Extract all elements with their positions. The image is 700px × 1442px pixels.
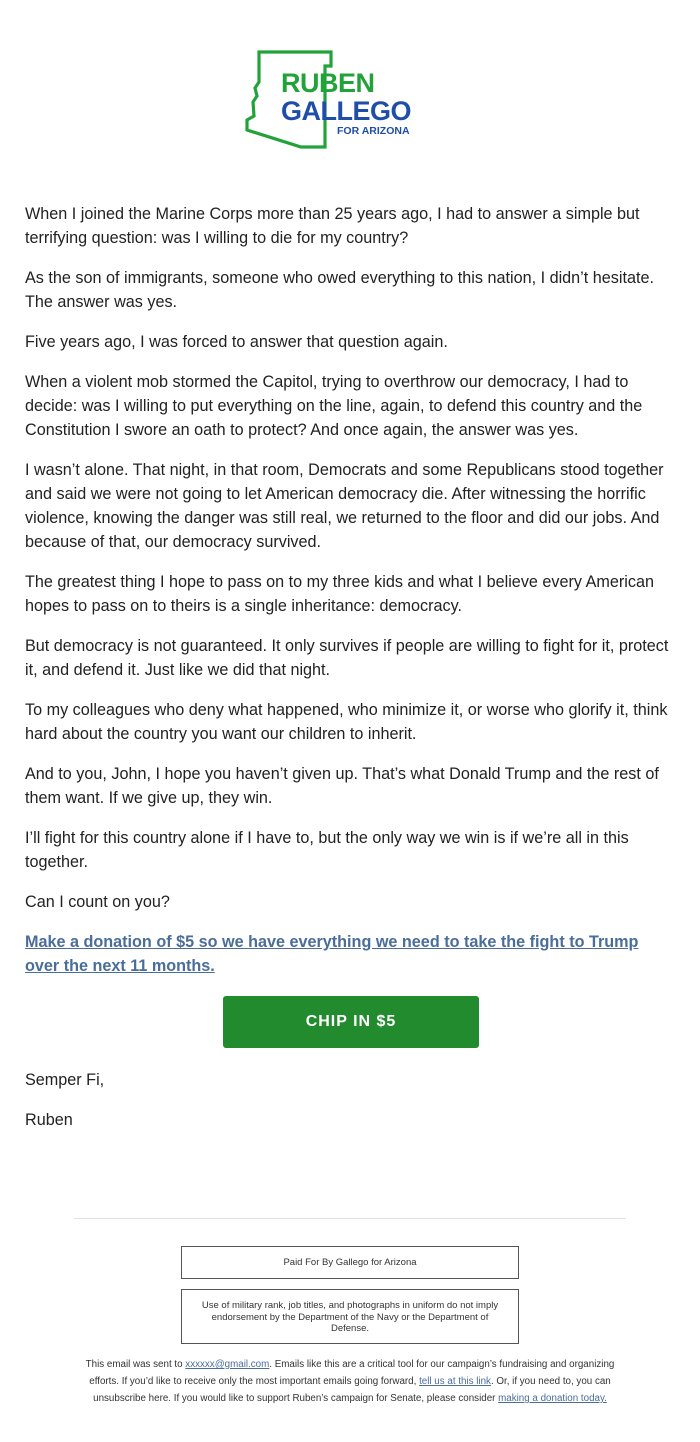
paragraph: But democracy is not guaranteed. It only survives if people are willing to fight for it, protect it, and defend it. Just like we did that night. (25, 637, 669, 679)
legal-text-1: This email was sent to (85, 1359, 186, 1370)
legal-text-3: . Or, if you need to, you can (490, 1376, 611, 1387)
paid-for-box: Paid For By Gallego for Arizona (181, 1246, 519, 1279)
email-body (25, 202, 677, 1148)
signature: Ruben (25, 1111, 73, 1129)
email-footer (0, 1218, 700, 1407)
paragraph: When a violent mob stormed the Capitol, trying to overthrow our democracy, I had to decide: was I willing to put everything on the line, again, to defend this country and the Constitution I swore an oath to protect? And once again, the answer was yes. (25, 373, 643, 439)
paragraph: I wasn’t alone. That night, in that room, Democrats and some Republicans stood together and said we were not going to let American democracy die. After witnessing the horrific violence, knowing the danger was still real, we returned to the floor and did our jobs. And because of that, our democracy survived. (25, 461, 664, 551)
paragraph: When I joined the Marine Corps more than 25 years ago, I had to answer a simple but terrifying question: was I willing to die for my country? (25, 205, 640, 247)
disclaimer-box: Use of military rank, job titles, and photographs in uniform do not imply endorsement by the Department of the Navy or the Department of Defense. (181, 1289, 519, 1344)
button-row (25, 996, 677, 1048)
logo-header (0, 0, 700, 160)
paragraph: Can I count on you? (25, 893, 170, 911)
signoff: Semper Fi, (25, 1071, 105, 1089)
footer-divider (74, 1218, 626, 1219)
paragraph: Five years ago, I was forced to answer that question again. (25, 333, 448, 351)
chip-in-button[interactable]: CHIP IN $5 (223, 996, 479, 1048)
legal-text-2: . Emails like this are a critical tool for our campaign’s fundraising and organizing efforts. If you’d like to receive only the most important emails going forward, (89, 1359, 615, 1387)
logo-for-arizona: FOR ARIZONA (337, 125, 410, 137)
paragraph: I’ll fight for this country alone if I have to, but the only way we win is if we’re all in this together. (25, 829, 629, 871)
donate-5-link[interactable]: Make a donation of $5 so we have everything we need to take the fight to Trump over the next 11 months. (25, 933, 639, 975)
logo-ruben: RUBEN (281, 68, 375, 98)
legal-text (70, 1356, 630, 1407)
make-donation-link[interactable]: making a donation today. (498, 1393, 607, 1404)
paragraph: And to you, John, I hope you haven’t given up. That’s what Donald Trump and the rest of them want. If we give up, they win. (25, 765, 659, 807)
recipient-email-link[interactable]: xxxxxx@gmail.com (185, 1359, 270, 1370)
legal-text-4: . If you would like to support Ruben’s campaign for Senate, please consider (168, 1393, 499, 1404)
logo-gallego: GALLEGO (281, 96, 411, 126)
unsubscribe-link[interactable]: unsubscribe here (93, 1393, 169, 1404)
tell-us-link[interactable]: tell us at this link (419, 1376, 491, 1387)
paragraph: The greatest thing I hope to pass on to my three kids and what I believe every American hopes to pass on to theirs is a single inheritance: democracy. (25, 573, 654, 615)
arizona-state-outline-logo (245, 48, 445, 150)
paragraph: To my colleagues who deny what happened, who minimize it, or worse who glorify it, think hard about the country you want our children to inherit. (25, 701, 668, 743)
paragraph: As the son of immigrants, someone who owed everything to this nation, I didn’t hesitate. The answer was yes. (25, 269, 654, 311)
